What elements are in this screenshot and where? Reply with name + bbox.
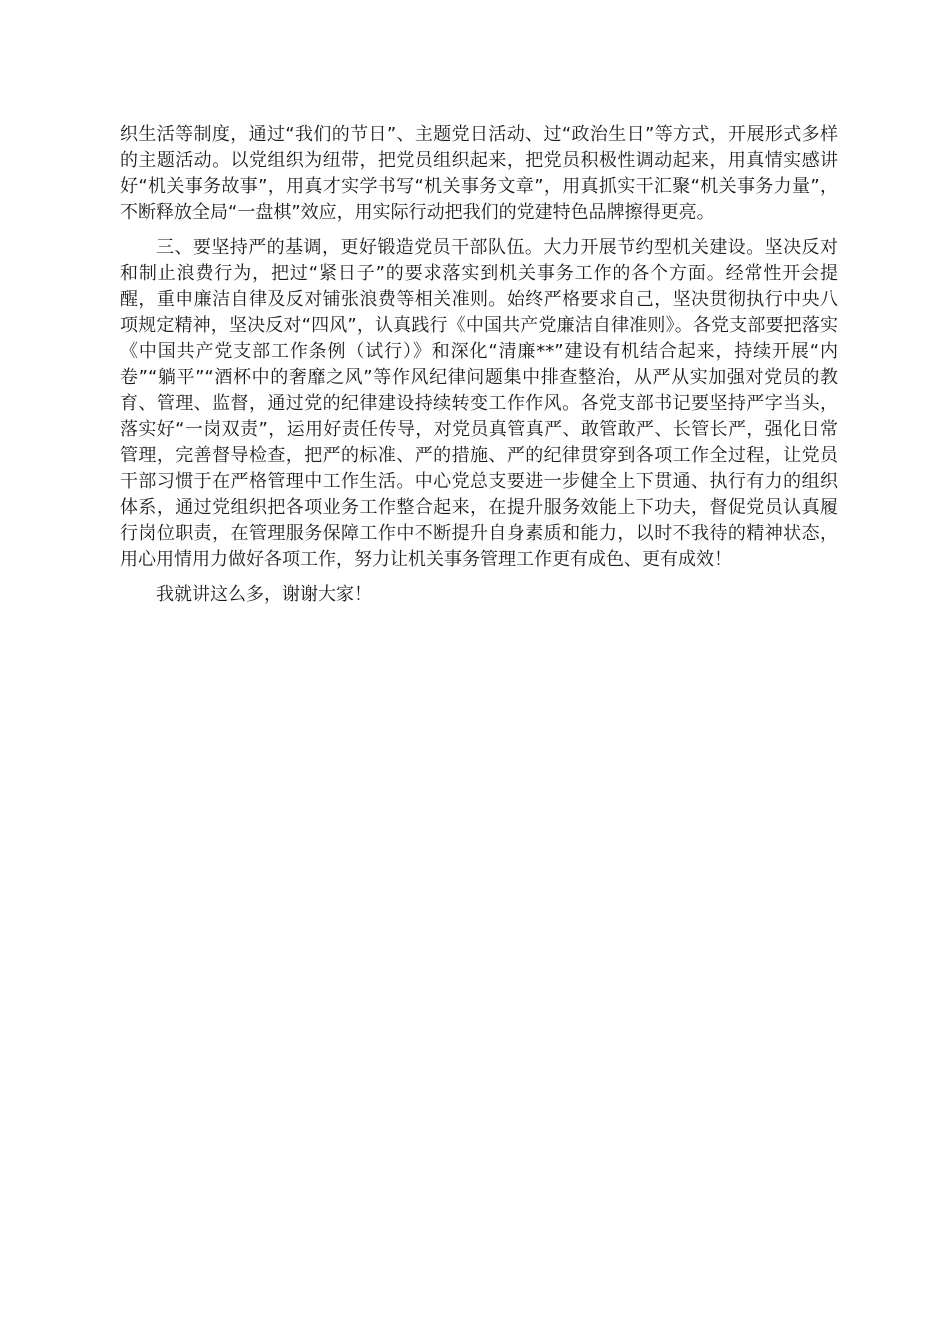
paragraph-continuation: 织生活等制度，通过“我们的节日”、主题党日活动、过“政治生日”等方式，开展形式多样的主题活动。以党组织为纽带，把党员组织起来，把党员积极性调动起来，用真情实感讲好“机关事务故事”，用真才实学书写“机关事务文章”，用真抓实干汇聚“机关事务力量”，不断释放全局“一盘棋”效应，用实际行动把我们的党建特色品牌擦得更亮。	[120, 124, 838, 223]
paragraph-closing: 我就讲这么多，谢谢大家！	[156, 584, 372, 605]
document-body	[120, 122, 838, 617]
paragraph-section-three: 三、要坚持严的基调，更好锻造党员干部队伍。大力开展节约型机关建设。坚决反对和制止浪费行为，把过“紧日子”的要求落实到机关事务工作的各个方面。经常性开会提醒，重申廉洁自律及反对铺张浪费等相关准则。始终严格要求自己，坚决贯彻执行中央八项规定精神，坚决反对“四风”，认真践行《中国共产党廉洁自律准则》。各党支部要把落实《中国共产党支部工作条例（试行）》和深化“清廉**”建设有机结合起来，持续开展“内卷”“躺平”“酒杯中的奢靡之风”等作风纪律问题集中排查整治，从严从实加强对党员的教育、管理、监督，通过党的纪律建设持续转变工作作风。各党支部书记要坚持严字当头，落实好“一岗双责”，运用好责任传导，对党员真管真严、敢管敢严、长管长严，强化日常管理，完善督导检查，把严的标准、严的措施、严的纪律贯穿到各项工作全过程，让党员干部习惯于在严格管理中工作生活。中心党总支要进一步健全上下贯通、执行有力的组织体系，通过党组织把各项业务工作整合起来，在提升服务效能上下功夫，督促党员认真履行岗位职责，在管理服务保障工作中不断提升自身素质和能力，以时不我待的精神状态，用心用情用力做好各项工作，努力让机关事务管理工作更有成色、更有成效！	[120, 237, 838, 570]
